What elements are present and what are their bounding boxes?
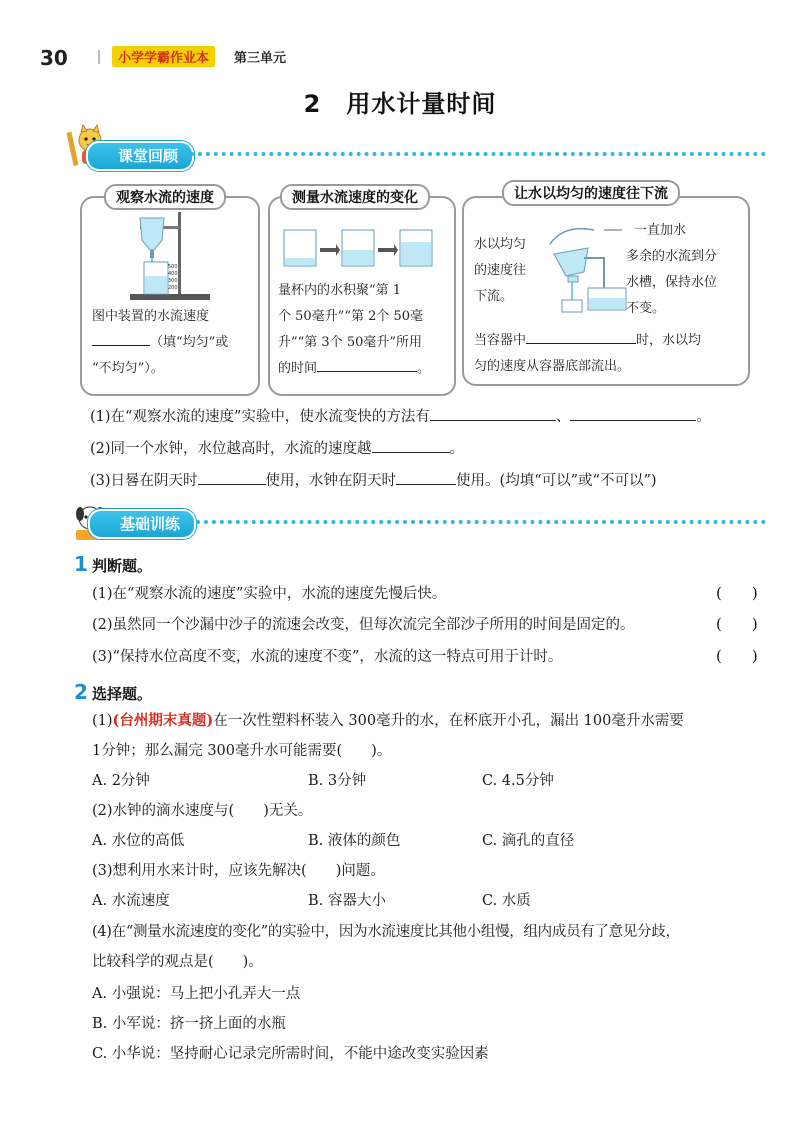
option-b[interactable]: B. 液体的颜色 — [308, 833, 401, 849]
unit-label: 第三单元 — [234, 51, 287, 66]
text-line: 升”“第 3个 50毫升”所用 — [278, 335, 423, 350]
review-question-1: (1)在“观察水流的速度”实验中，使水流变快的方法有 、 。 — [90, 406, 711, 427]
scale-mark: 500 — [168, 264, 178, 270]
judge-item-3: (3)“保持水位高度不变，水流的速度不变”，水流的这一特点可用于计时。 — [92, 649, 563, 665]
choice-3-stem: (3)想利用水来计时，应该先解决( )问题。 — [92, 863, 385, 879]
review-box-3-left-text: 水以均匀 的速度往 下流。 — [474, 237, 527, 304]
answer-blank[interactable] — [570, 406, 696, 421]
question-number: 2 — [74, 680, 88, 704]
stand-apparatus-icon — [120, 210, 220, 302]
review-box-2-title: 测量水流速度的变化 — [280, 184, 430, 210]
header-divider — [98, 50, 100, 64]
option-c[interactable]: C. 4.5分钟 — [482, 773, 554, 789]
text-line: 的时间 — [278, 361, 318, 376]
review-box-3-right-text: 多余的水流到分 水槽，保持水位 不变。 — [626, 249, 718, 316]
text-line: “不均匀”）。 — [92, 361, 164, 376]
answer-blank[interactable] — [198, 470, 266, 485]
question-title: 选择题。 — [92, 685, 153, 703]
option-a[interactable]: A. 水位的高低 — [92, 833, 185, 849]
text-line: （填“均匀”或 — [150, 335, 229, 350]
choice-4-stem: (4)在“测量水流速度的变化”的实验中，因为水流速度比其他小组慢，组内成员有了意见分歧， — [92, 924, 680, 940]
dotted-divider — [196, 520, 766, 524]
option-b[interactable]: B. 3分钟 — [308, 773, 367, 789]
option-a[interactable]: A. 2分钟 — [92, 773, 150, 789]
question-title: 判断题。 — [92, 557, 153, 575]
scale-mark: 400 — [168, 271, 178, 277]
review-question-3: (3)日晷在阴天时 使用，水钟在阴天时 使用。(均填“可以”或“不可以”) — [90, 470, 657, 491]
dotted-divider — [190, 152, 766, 156]
answer-blank[interactable] — [317, 357, 417, 372]
review-box-1-title: 观察水流的速度 — [104, 184, 226, 210]
answer-blank[interactable] — [430, 406, 556, 421]
option-c[interactable]: C. 滴孔的直径 — [482, 833, 575, 849]
choice-2-stem: (2)水钟的滴水速度与( )无关。 — [92, 803, 313, 819]
option-b[interactable]: B. 小军说：挤一挤上面的水瓶 — [92, 1016, 286, 1032]
review-box-3-title: 让水以均匀的速度往下流 — [502, 180, 680, 206]
answer-blank[interactable] — [92, 331, 150, 346]
answer-paren[interactable]: ( ) — [716, 647, 758, 665]
section-banner-basic: 基础训练 — [88, 509, 196, 539]
option-b[interactable]: B. 容器大小 — [308, 893, 386, 909]
answer-blank[interactable] — [526, 329, 636, 344]
judge-item-2: (2)虽然同一个沙漏中沙子的流速会改变，但每次流完全部沙子所用的时间是固定的。 — [92, 617, 635, 633]
lesson-title: 2 用水计量时间 — [303, 90, 497, 118]
answer-paren[interactable]: ( ) — [716, 584, 758, 602]
option-a[interactable]: A. 小强说：马上把小孔弄大一点 — [92, 986, 301, 1002]
question-number: 1 — [74, 552, 88, 576]
review-box-3-bottom-text: 当容器中 时，水以均 匀的速度从容器底部流出。 — [474, 328, 744, 380]
text-line: 个 50毫升”“第 2个 50毫 — [278, 309, 424, 324]
answer-blank[interactable] — [372, 438, 450, 453]
option-a[interactable]: A. 水流速度 — [92, 893, 170, 909]
review-box-3-top-label: 一直加水 — [634, 223, 687, 238]
review-box-1-text — [92, 304, 250, 382]
review-box-2-text: 量杯内的水积聚“第 1 个 50毫升”“第 2个 50毫 升”“第 3个 50毫升”所用 的时间 。 — [278, 278, 448, 382]
constant-level-apparatus-diagram — [544, 214, 634, 314]
answer-blank[interactable] — [396, 470, 456, 485]
scale-mark: 200 — [168, 285, 178, 291]
text-line: 量杯内的水积聚“第 1 — [278, 283, 402, 298]
choice-1-stem: (1)(台州期末真题)在一次性塑料杯装入 300毫升的水，在杯底开小孔，漏出 100毫升水需要 — [92, 712, 684, 729]
brand-label: 小学学霸作业本 — [112, 46, 215, 67]
source-tag: (台州期末真题) — [112, 712, 214, 729]
choice-4-stem-cont: 比较科学的观点是( )。 — [92, 954, 263, 970]
text-line: 图中装置的水流速度 — [92, 309, 210, 324]
choice-1-stem-cont: 1分钟；那么漏完 300毫升水可能需要( )。 — [92, 743, 392, 759]
section-banner-review: 课堂回顾 — [86, 141, 194, 171]
option-c[interactable]: C. 水质 — [482, 893, 531, 909]
answer-paren[interactable]: ( ) — [716, 615, 758, 633]
option-c[interactable]: C. 小华说：坚持耐心记录完所需时间，不能中途改变实验因素 — [92, 1046, 489, 1062]
page-number: 30 — [40, 46, 68, 70]
review-question-2: (2)同一个水钟，水位越高时，水流的速度越 。 — [90, 438, 464, 459]
measuring-cups-diagram — [280, 226, 440, 270]
scale-mark: 300 — [168, 278, 178, 284]
judge-item-1: (1)在“观察水流的速度”实验中，水流的速度先慢后快。 — [92, 586, 447, 602]
